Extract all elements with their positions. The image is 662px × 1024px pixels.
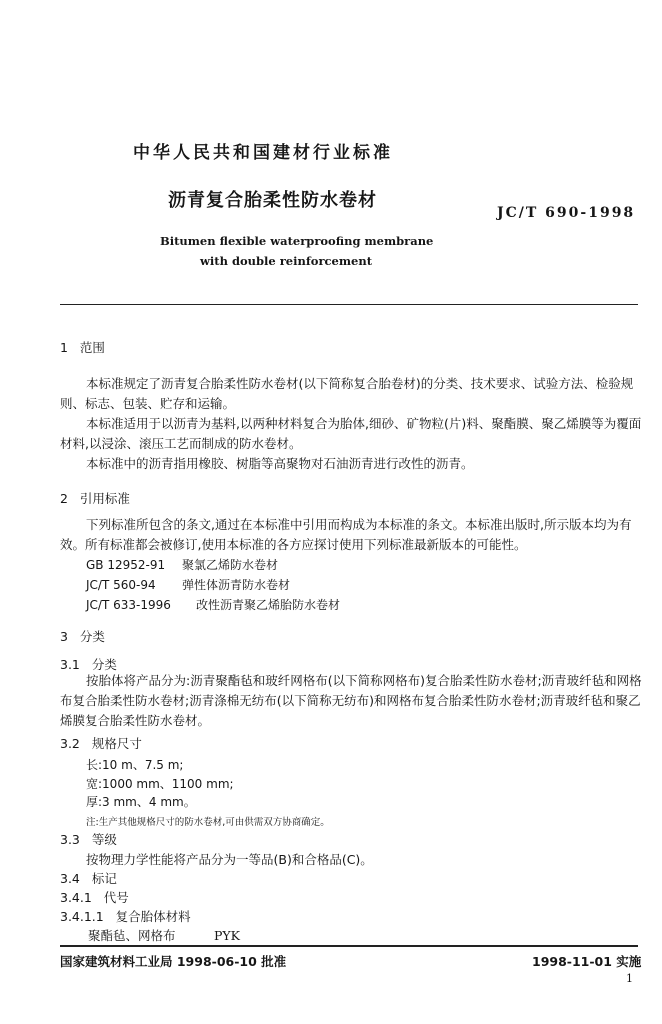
section-1-heading — [60, 338, 105, 356]
section-3-3-paragraph: 按物理力学性能将产品分为一等品(B)和合格品(C)。 — [86, 852, 373, 867]
section-number: 3.4.1.1 — [60, 909, 104, 924]
ref-item-1 — [86, 556, 278, 573]
section-title: 分类 — [79, 629, 105, 644]
header-divider — [60, 304, 638, 305]
section-3-heading — [60, 627, 105, 645]
section-title: 复合胎体材料 — [115, 909, 191, 924]
effective-date: 1998-11-01 实施 — [532, 954, 642, 969]
section-1-paragraph-1: 本标准规定了沥青复合胎柔性防水卷材(以下简称复合胎卷材)的分类、技术要求、试验方法、检验规则、标志、包装、贮存和运输。 — [60, 376, 634, 411]
ref-name: 聚氯乙烯防水卷材 — [182, 558, 279, 572]
code-item — [88, 926, 240, 944]
ref-code: JC/T 633-1996 — [86, 598, 171, 612]
section-number: 3.4.1 — [60, 890, 92, 905]
section-1-paragraph-3: 本标准中的沥青指用橡胶、树脂等高聚物对石油沥青进行改性的沥青。 — [86, 456, 474, 471]
section-title: 规格尺寸 — [91, 736, 142, 751]
section-1-paragraph-2: 本标准适用于以沥青为基料,以两种材料复合为胎体,细砂、矿物粒(片)料、聚酯膜、聚乙烯膜等为覆面材料,以浸涂、滚压工艺而制成的防水卷材。 — [60, 416, 642, 451]
approval-line: 国家建筑材料工业局 1998-06-10 批准 — [60, 954, 287, 969]
ref-name: 改性沥青聚乙烯胎防水卷材 — [196, 598, 341, 612]
standard-code: JC/T 690-1998 — [497, 205, 636, 221]
size-length: 长:10 m、7.5 m; — [86, 758, 184, 772]
section-title: 引用标准 — [79, 491, 130, 506]
title-en-line1: Bitumen flexible waterproofing membrane — [160, 234, 434, 248]
title-en-line2: with double reinforcement — [200, 254, 373, 268]
section-3-1-paragraph: 按胎体将产品分为:沥青聚酯毡和玻纤网格布(以下简称网格布)复合胎柔性防水卷材;沥青玻纤毡和网格布复合胎柔性防水卷材;沥青涤棉无纺布(以下简称无纺布)和网格布复合胎柔性防水卷材;沥青玻纤毡和聚乙烯膜复合胎柔性防水卷材。 — [60, 673, 642, 728]
ref-code: JC/T 560-94 — [86, 578, 156, 592]
section-title: 代号 — [103, 890, 129, 905]
ref-name: 弹性体沥青防水卷材 — [182, 578, 291, 592]
section-3-2-heading — [60, 734, 142, 752]
section-number: 2 — [60, 491, 68, 506]
section-3-4-1-1-heading — [60, 907, 191, 925]
code-item-code: PYK — [214, 928, 241, 943]
ref-item-2 — [86, 576, 290, 593]
section-2-heading — [60, 489, 130, 507]
size-width: 宽:1000 mm、1100 mm; — [86, 777, 234, 791]
section-number: 3.1 — [60, 657, 80, 672]
section-2-paragraph: 下列标准所包含的条文,通过在本标准中引用而构成为本标准的条文。本标准出版时,所示版本均为有效。所有标准都会被修订,使用本标准的各方应探讨使用下列标准最新版本的可能性。 — [60, 517, 632, 552]
code-item-name: 聚酯毡、网格布 — [88, 928, 176, 943]
section-number: 3.4 — [60, 871, 80, 886]
section-number: 3.3 — [60, 832, 80, 847]
section-3-4-1-heading — [60, 888, 129, 906]
footer-divider — [60, 945, 638, 947]
section-title: 等级 — [91, 832, 117, 847]
size-thickness: 厚:3 mm、4 mm。 — [86, 795, 196, 809]
ref-code: GB 12952-91 — [86, 558, 166, 572]
title-cn: 沥青复合胎柔性防水卷材 — [168, 190, 377, 211]
size-note: 注:生产其他规格尺寸的防水卷材,可由供需双方协商确定。 — [86, 817, 330, 828]
section-title: 范围 — [79, 340, 105, 355]
section-title: 分类 — [91, 657, 117, 672]
section-number: 3.2 — [60, 736, 80, 751]
org-title: 中华人民共和国建材行业标准 — [133, 143, 393, 163]
page-number: 1 — [626, 972, 633, 985]
section-3-3-heading — [60, 830, 117, 848]
section-number: 1 — [60, 340, 68, 355]
ref-item-3 — [86, 596, 340, 613]
section-3-4-heading — [60, 869, 117, 887]
section-number: 3 — [60, 629, 68, 644]
section-title: 标记 — [91, 871, 117, 886]
